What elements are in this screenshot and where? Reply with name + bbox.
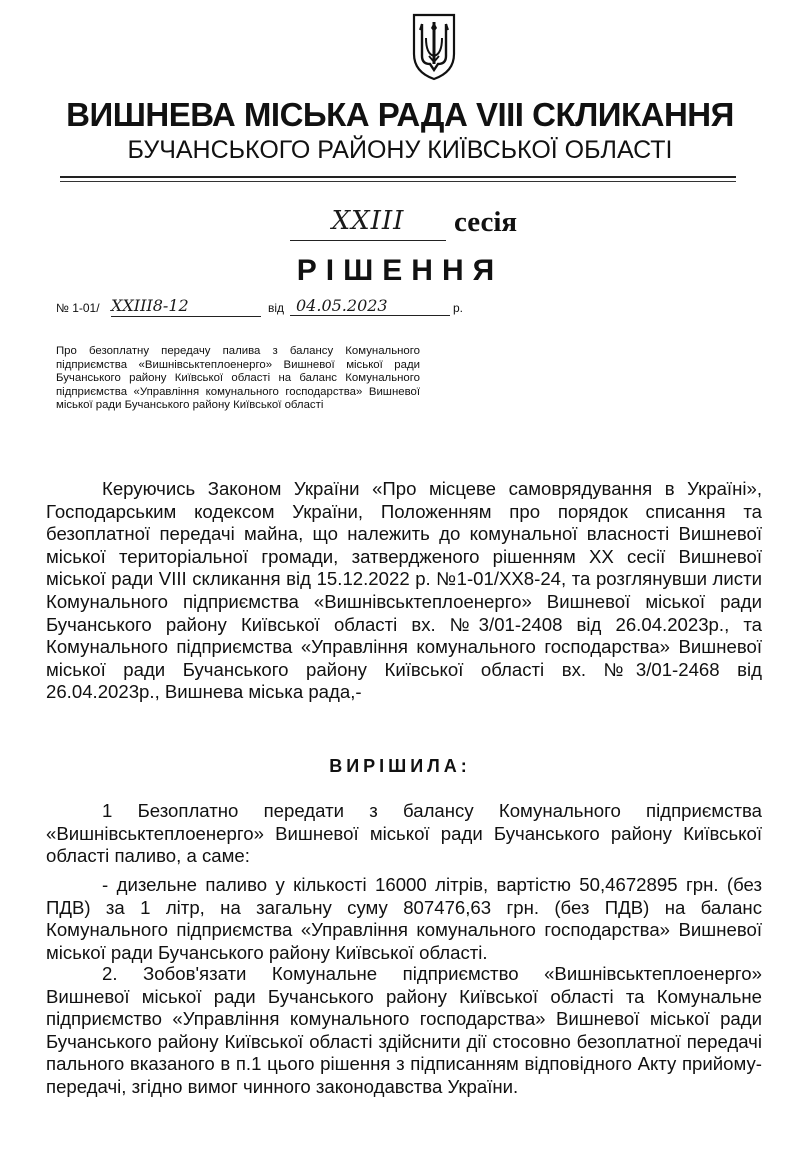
decision-year-suffix: р.	[453, 301, 464, 315]
tryzub-coat-of-arms-icon	[411, 12, 457, 82]
council-title: ВИШНЕВА МІСЬКА РАДА VIII СКЛИКАННЯ	[66, 96, 734, 133]
header-divider-thin	[60, 181, 736, 182]
decision-title: РІШЕННЯ	[296, 254, 504, 287]
decision-item-2: 2. Зобов'язати Комунальне підприємство «Вишнівськтеплоенерго» Вишневої міської ради Бучанського району Київської області та Комунальне підприємство «Управління комунального господарства» Вишневої міської ради Бучанського району Київської області здійснити дії стосовно безоплатної передачі пального вказаного в п.1 цього рішення з підписанням відповідного Акту прийому-передачі, згідно вимог чинного законодавства України.	[46, 963, 762, 1097]
decision-item-1-detail: - дизельне паливо у кількості 16000 літрів, вартістю 50,4672895 грн. (без ПДВ) за 1 літр, на загальну суму 807476,63 грн. (без ПДВ) на баланс Комунального підприємства «Управління комунального господарства» Вишневої міської ради Бучанського району Київської області.	[46, 874, 762, 963]
session-number-field	[290, 206, 446, 241]
decision-from-label: від	[268, 301, 285, 315]
resolved-heading: ВИРІШИЛА:	[329, 756, 471, 776]
session-number-handwritten: XXIII	[331, 206, 405, 236]
decision-number-line	[56, 296, 464, 320]
decision-date-handwritten: 04.05.2023	[290, 296, 450, 316]
session-label: сесія	[454, 206, 518, 238]
header-divider	[60, 176, 736, 178]
decision-number-prefix: № 1-01/	[56, 301, 100, 315]
decision-item-1: 1 Безоплатно передати з балансу Комунального підприємства «Вишнівськтеплоенерго» Вишневої міської ради Бучанського району Київської області паливо, а саме:	[46, 800, 762, 867]
preamble-paragraph: Керуючись Законом України «Про місцеве самоврядування в Україні», Господарським кодексом України, Положенням про порядок списання та безоплатної передачі майна, що належить до комунальної власності Вишневої міської територіальної громади, затвердженого рішенням XX сесії Вишневої міської ради VIII скликання від 15.12.2022 р. №1-01/XX8-24, та розглянувши листи Комунального підприємства «Вишнівськтеплоенерго» Вишневої міської ради Бучанського району Київської області вх. №3/01-2408 від 26.04.2023р., та Комунального підприємства «Управління комунального господарства» Вишневої міської ради Бучанського району Київської області вх. №3/01-2468 від 26.04.2023р., Вишнева міська рада,-	[46, 478, 762, 703]
council-district: БУЧАНСЬКОГО РАЙОНУ КИЇВСЬКОЇ ОБЛАСТІ	[127, 136, 673, 164]
decision-number-handwritten: XXIII8-12	[111, 296, 261, 317]
decision-subject: Про безоплатну передачу палива з балансу Комунального підприємства «Вишнівськтеплоенерго» Вишневої міської ради Бучанського району Київської області на баланс Комунального підприємства «Управління комунального господарства» Вишневої міської ради Бучанського району Київської області	[56, 345, 420, 411]
